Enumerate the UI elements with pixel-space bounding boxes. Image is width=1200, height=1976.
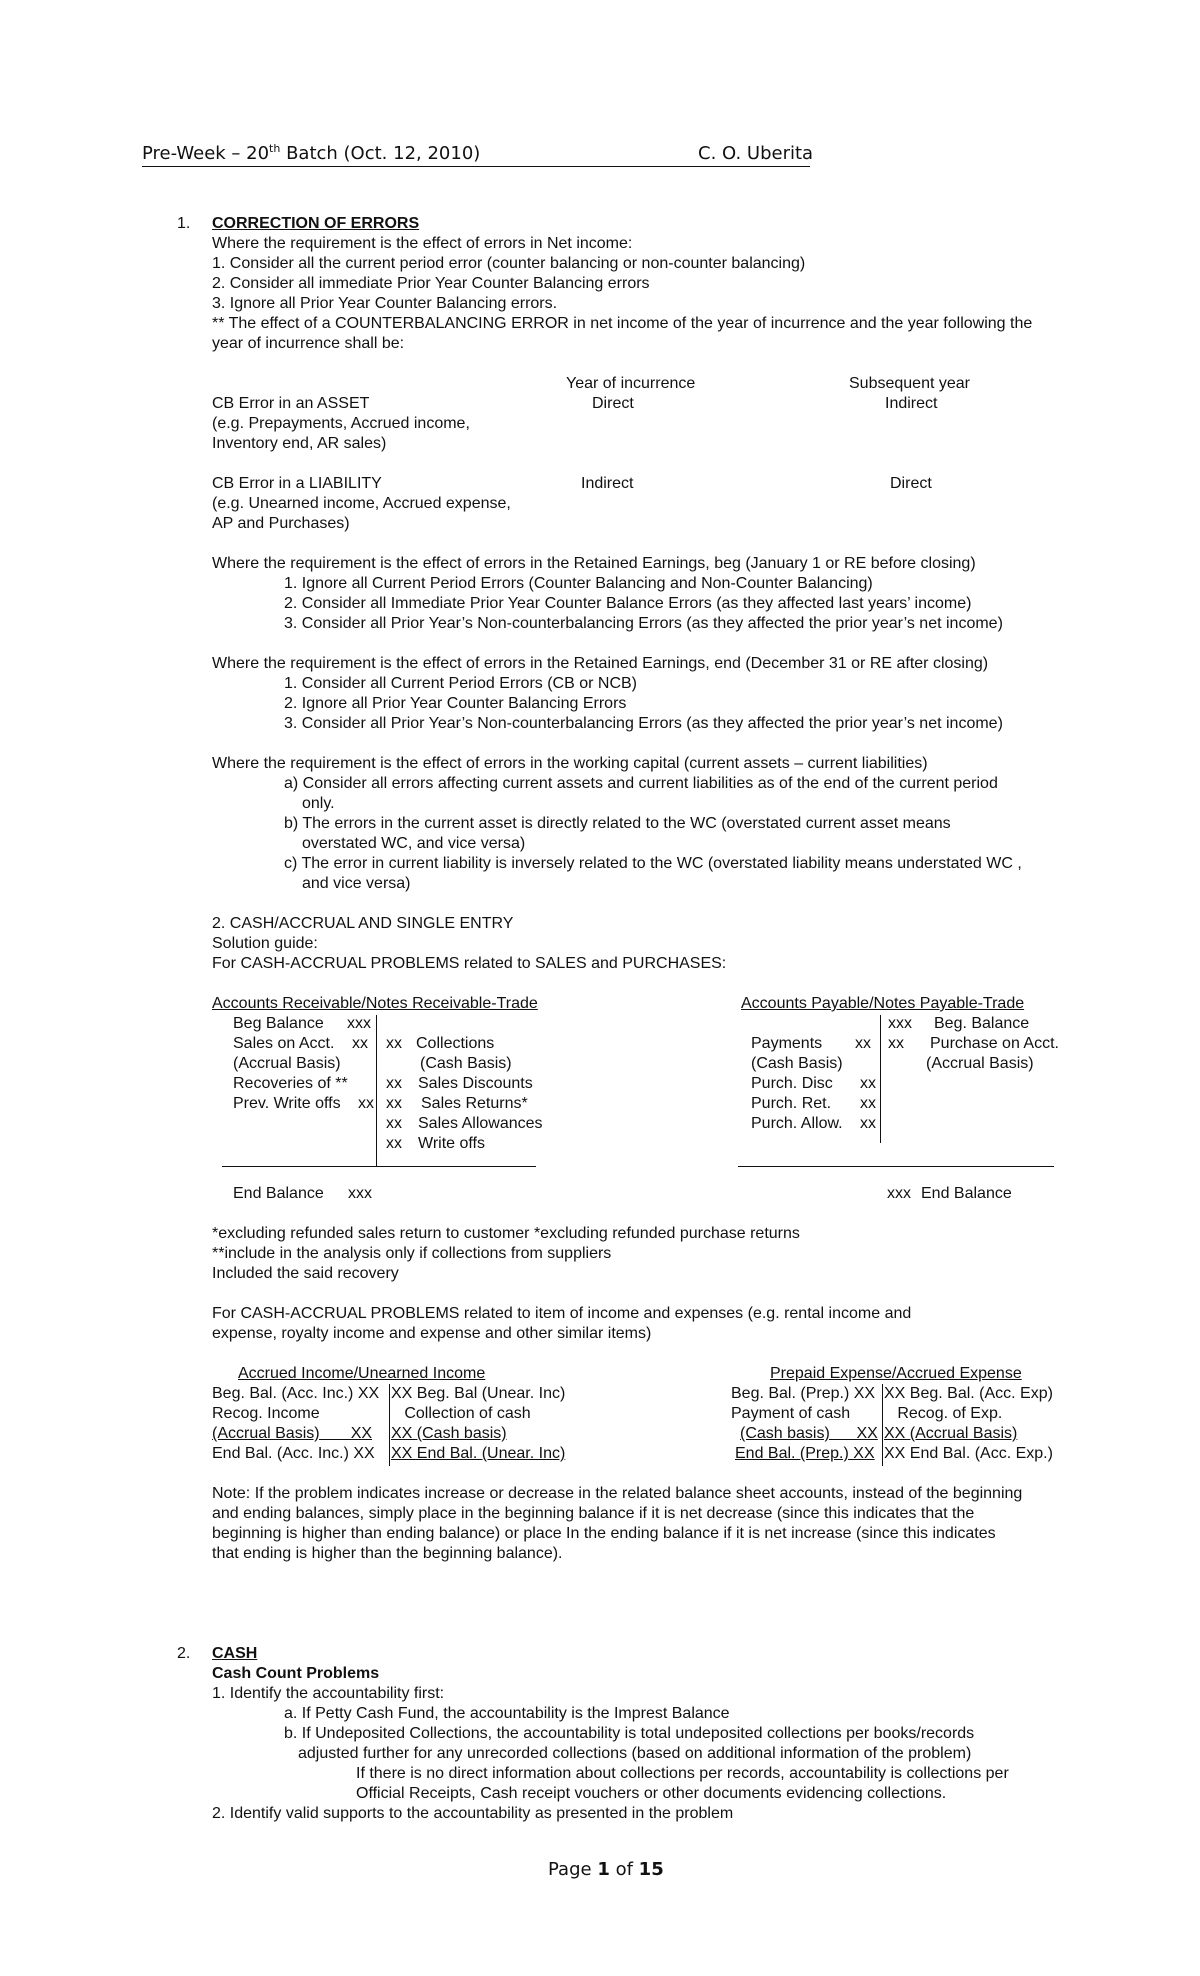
ar-right-label: Write offs xyxy=(418,1135,485,1152)
ap-end-amount: xxx xyxy=(887,1185,911,1202)
re-end-item: 2. Ignore all Prior Year Counter Balancing Errors xyxy=(284,695,627,712)
re-beg-item: 2. Consider all Immediate Prior Year Counter Balance Errors (as they affected last years’ income) xyxy=(284,595,972,612)
footnote: *excluding refunded sales return to customer *excluding refunded purchase returns xyxy=(212,1225,800,1242)
ar-right-label: Collections xyxy=(416,1035,495,1052)
wc-item: b) The errors in the current asset is directly related to the WC (overstated current asset means xyxy=(284,815,951,832)
pe-t-vertical xyxy=(882,1384,883,1466)
sec1-line: 1. Consider all the current period error (counter balancing or non-counter balancing) xyxy=(212,255,806,272)
ar-right-amount: xx xyxy=(386,1035,402,1052)
liability-example-2: AP and Purchases) xyxy=(212,515,350,532)
note-line: that ending is higher than the beginning balance). xyxy=(212,1545,563,1562)
wc-item: and vice versa) xyxy=(302,875,411,892)
sec3-item-c2: Official Receipts, Cash receipt vouchers or other documents evidencing collections. xyxy=(356,1785,947,1802)
liability-year-effect: Indirect xyxy=(581,475,634,492)
col-subsequent-year: Subsequent year xyxy=(849,375,970,392)
ar-right-label: Sales Discounts xyxy=(418,1075,533,1092)
ai-account-title: Accrued Income/Unearned Income xyxy=(238,1365,486,1382)
sec3-item-b2: adjusted further for any unrecorded collections (based on additional information of the problem) xyxy=(298,1745,972,1762)
ar-account-title: Accounts Receivable/Notes Receivable-Trade xyxy=(212,995,538,1012)
footnote: **include in the analysis only if collections from suppliers xyxy=(212,1245,612,1262)
footer-of-label: of xyxy=(615,1859,633,1880)
ar-left-label: Prev. Write offs xyxy=(233,1095,341,1112)
ai-left-row: (Accrual Basis) XX xyxy=(212,1425,373,1442)
ap-right-label: Purchase on Acct. xyxy=(930,1035,1059,1052)
ar-right-amount: xx xyxy=(386,1095,402,1112)
ar-right-label: (Cash Basis) xyxy=(420,1055,512,1072)
sec2a-intro2-line2: expense, royalty income and expense and other similar items) xyxy=(212,1325,652,1342)
ap-left-label: (Cash Basis) xyxy=(751,1055,843,1072)
ap-left-amount: xx xyxy=(860,1075,876,1092)
asset-label: CB Error in an ASSET xyxy=(212,395,370,412)
ap-right-amount: xx xyxy=(888,1035,904,1052)
pe-left-row: Beg. Bal. (Prep.) XX xyxy=(731,1385,876,1402)
ap-t-bottom-rule xyxy=(738,1166,1054,1167)
ar-right-label: Sales Allowances xyxy=(418,1115,543,1132)
col-year-of-incurrence: Year of incurrence xyxy=(566,375,696,392)
header-rule xyxy=(142,166,810,167)
header-right: C. O. Uberita xyxy=(698,143,814,164)
ai-t-vertical xyxy=(389,1384,390,1466)
ar-left-label: Beg Balance xyxy=(233,1015,324,1032)
note-line: beginning is higher than ending balance) or place In the ending balance if it is net increase (since this indicates xyxy=(212,1525,996,1542)
ar-end-amount: xxx xyxy=(348,1185,372,1202)
ap-right-amount: xxx xyxy=(888,1015,912,1032)
sec2a-title: 2. CASH/ACCRUAL AND SINGLE ENTRY xyxy=(212,915,514,932)
ar-t-bottom-rule xyxy=(222,1166,536,1167)
asset-example-1: (e.g. Prepayments, Accrued income, xyxy=(212,415,470,432)
liability-label: CB Error in a LIABILITY xyxy=(212,475,382,492)
ap-account-title: Accounts Payable/Notes Payable-Trade xyxy=(741,995,1025,1012)
ap-left-amount: xx xyxy=(860,1095,876,1112)
ai-right-row: XX End Bal. (Unear. Inc) xyxy=(391,1445,566,1462)
sec1-line: 3. Ignore all Prior Year Counter Balancing errors. xyxy=(212,295,558,312)
ap-left-label: Payments xyxy=(751,1035,823,1052)
re-end-item: 3. Consider all Prior Year’s Non-counterbalancing Errors (as they affected the prior year’s net income) xyxy=(284,715,1003,732)
header-title-b: Batch (Oct. 12, 2010) xyxy=(280,143,481,164)
re-beg-item: 1. Ignore all Current Period Errors (Counter Balancing and Non-Counter Balancing) xyxy=(284,575,873,592)
sec1-line: Where the requirement is the effect of errors in Net income: xyxy=(212,235,633,252)
pe-right-row: XX End Bal. (Acc. Exp.) xyxy=(884,1445,1053,1462)
footer-page-total: 15 xyxy=(638,1859,664,1880)
wc-item: c) The error in current liability is inversely related to the WC (overstated liability means understated WC , xyxy=(284,855,1022,872)
wc-item: a) Consider all errors affecting current assets and current liabilities as of the end of the current period xyxy=(284,775,998,792)
header-left xyxy=(142,144,480,164)
ai-left-row: End Bal. (Acc. Inc.) XX xyxy=(212,1445,375,1462)
ar-left-amount: xx xyxy=(358,1095,374,1112)
footer-page-label: Page xyxy=(548,1859,592,1880)
sec1-title: CORRECTION OF ERRORS xyxy=(212,215,420,232)
ai-left-row: Recog. Income xyxy=(212,1405,320,1422)
pe-right-row: Recog. of Exp. xyxy=(884,1405,1003,1422)
pe-left-row: (Cash basis) XX xyxy=(740,1425,878,1442)
ar-end-label: End Balance xyxy=(233,1185,324,1202)
sec3-number: 2. xyxy=(177,1645,191,1662)
ap-left-amount: xx xyxy=(855,1035,871,1052)
page-footer xyxy=(548,1860,664,1880)
pe-right-row: XX (Accrual Basis) xyxy=(884,1425,1018,1442)
sec3-line2: 2. Identify valid supports to the accountability as presented in the problem xyxy=(212,1805,734,1822)
asset-example-2: Inventory end, AR sales) xyxy=(212,435,387,452)
ar-t-vertical xyxy=(376,1015,377,1167)
re-beg-item: 3. Consider all Prior Year’s Non-counterbalancing Errors (as they affected the prior year’s net income) xyxy=(284,615,1003,632)
header-sup: th xyxy=(269,142,281,155)
re-end-intro: Where the requirement is the effect of errors in the Retained Earnings, end (December 31 or RE after closing) xyxy=(212,655,989,672)
sec3-item-c1: If there is no direct information about collections per records, accountability is collections per xyxy=(356,1765,1009,1782)
liability-example-1: (e.g. Unearned income, Accrued expense, xyxy=(212,495,511,512)
sec1-number: 1. xyxy=(177,215,191,232)
ap-end-label: End Balance xyxy=(921,1185,1012,1202)
ai-right-row: XX Beg. Bal (Unear. Inc) xyxy=(391,1385,566,1402)
sec2a-guide: Solution guide: xyxy=(212,935,318,952)
sec3-line1: 1. Identify the accountability first: xyxy=(212,1685,445,1702)
ar-left-label: Recoveries of ** xyxy=(233,1075,348,1092)
ar-left-label: Sales on Acct. xyxy=(233,1035,335,1052)
sec3-title: CASH xyxy=(212,1645,258,1662)
ai-right-row: Collection of cash xyxy=(391,1405,531,1422)
note-line: and ending balances, simply place in the beginning balance if it is net decrease (since this indicates that the xyxy=(212,1505,975,1522)
sec3-subtitle: Cash Count Problems xyxy=(212,1665,380,1682)
re-beg-intro: Where the requirement is the effect of errors in the Retained Earnings, beg (January 1 or RE before closing) xyxy=(212,555,976,572)
ai-right-row: XX (Cash basis) xyxy=(391,1425,507,1442)
ar-left-amount: xxx xyxy=(347,1015,371,1032)
ar-right-label: Sales Returns* xyxy=(421,1095,528,1112)
sec1-line: ** The effect of a COUNTERBALANCING ERROR in net income of the year of incurrence and the year following the xyxy=(212,315,1033,332)
note-line: Note: If the problem indicates increase or decrease in the related balance sheet accounts, instead of the beginning xyxy=(212,1485,1023,1502)
footnote: Included the said recovery xyxy=(212,1265,399,1282)
sec1-line: year of incurrence shall be: xyxy=(212,335,405,352)
asset-subsequent-effect: Indirect xyxy=(885,395,938,412)
pe-right-row: XX Beg. Bal. (Acc. Exp) xyxy=(884,1385,1053,1402)
ap-right-label: (Accrual Basis) xyxy=(926,1055,1034,1072)
ar-right-amount: xx xyxy=(386,1115,402,1132)
ap-left-label: Purch. Ret. xyxy=(751,1095,832,1112)
wc-item: overstated WC, and vice versa) xyxy=(302,835,526,852)
sec3-item-b1: b. If Undeposited Collections, the accountability is total undeposited collections per books/records xyxy=(284,1725,975,1742)
sec2a-intro2-line1: For CASH-ACCRUAL PROBLEMS related to item of income and expenses (e.g. rental income and xyxy=(212,1305,912,1322)
asset-year-effect: Direct xyxy=(592,395,634,412)
ap-left-amount: xx xyxy=(860,1115,876,1132)
ar-right-amount: xx xyxy=(386,1135,402,1152)
pe-left-row: Payment of cash xyxy=(731,1405,851,1422)
sec1-line: 2. Consider all immediate Prior Year Counter Balancing errors xyxy=(212,275,650,292)
pe-left-row: End Bal. (Prep.) XX xyxy=(735,1445,875,1462)
ar-right-amount: xx xyxy=(386,1075,402,1092)
ai-left-row: Beg. Bal. (Acc. Inc.) XX xyxy=(212,1385,380,1402)
wc-item: only. xyxy=(302,795,335,812)
ar-left-amount: xx xyxy=(352,1035,368,1052)
pe-account-title: Prepaid Expense/Accrued Expense xyxy=(770,1365,1022,1382)
wc-intro: Where the requirement is the effect of errors in the working capital (current assets – current liabilities) xyxy=(212,755,928,772)
ar-left-label: (Accrual Basis) xyxy=(233,1055,341,1072)
ap-left-label: Purch. Disc xyxy=(751,1075,833,1092)
sec3-item-a: a. If Petty Cash Fund, the accountability is the Imprest Balance xyxy=(284,1705,730,1722)
header-title-a: Pre-Week – 20 xyxy=(142,143,270,164)
ap-left-label: Purch. Allow. xyxy=(751,1115,843,1132)
sec2a-intro: For CASH-ACCRUAL PROBLEMS related to SALES and PURCHASES: xyxy=(212,955,727,972)
liability-subsequent-effect: Direct xyxy=(890,475,932,492)
footer-page-number: 1 xyxy=(597,1859,610,1880)
ap-right-label: Beg. Balance xyxy=(934,1015,1030,1032)
re-end-item: 1. Consider all Current Period Errors (CB or NCB) xyxy=(284,675,637,692)
ap-t-vertical xyxy=(880,1015,881,1143)
